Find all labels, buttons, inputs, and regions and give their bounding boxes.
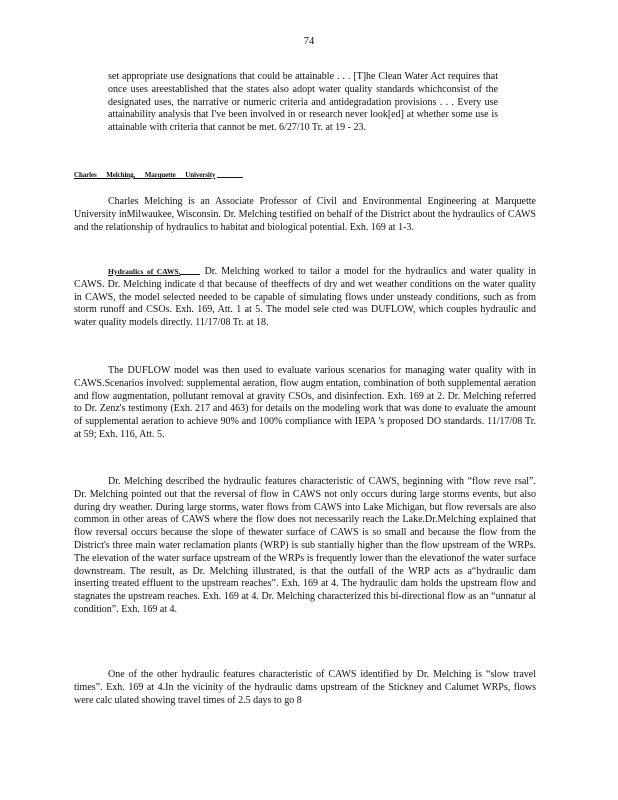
heading-underline	[217, 177, 243, 178]
page-number: 74	[303, 36, 315, 47]
subheading-hydraulics: Hydraulics of CAWS.	[108, 267, 181, 276]
paragraph-intro: Charles Melching is an Associate Professor of Civil and Environmental Engineering at Marquette University inMilwaukee, Wisconsin. Dr. Melching testified on behalf of the District about the hydraulics of CAWS and the relationship of hydraulics to habitat and biological potential. Exh. 169 at 1-3.	[74, 196, 536, 233]
paragraph-hydraulics	[74, 266, 536, 330]
subheading-underline	[180, 274, 200, 275]
section-heading-text: Charles Melching, Marquette University	[74, 171, 216, 179]
block-quote: set appropriate use designations that could be attainable . . . [T]he Clean Water Act requires that once uses areestablished that the states also adopt water quality standards whichconsist of the designated uses, the narrative or numeric criteria and antidegradation provisions . . . Every use attainability analysis that I've been involved in or research never look[ed] at whether some use is attainable with criteria that cannot be met. 6/27/10 Tr. at 19 - 23.	[108, 71, 498, 134]
section-heading	[74, 171, 243, 179]
paragraph-travel-times: One of the other hydraulic features characteristic of CAWS identified by Dr. Melching is “slow travel times”. Exh. 169 at 4.In the vicinity of the hydraulic dams upstream of the Stickney and Calumet WRPs, flows were calc ulated showing travel times of 2.5 days to go 8	[74, 669, 536, 706]
paragraph-duflow: The DUFLOW model was then used to evaluate various scenarios for managing water quality with in CAWS.Scenarios involved: supplemental aeration, flow augm entation, combination of both supplemental aeration and flow augmentation, pollutant removal at gravity CSOs, and disinfection. Exh. 169 at 2. Dr. Melching referred to Dr. Zenz's testimony (Exh. 217 and 463) for details on the modeling work that was done to evaluate the amount of supplemental aeration to achieve 90% and 100% compliance with IEPA 's proposed DO standards. 11/17/08 Tr. at 59; Exh. 116, Att. 5.	[74, 365, 536, 440]
paragraph-flow-reversal: Dr. Melching described the hydraulic features characteristic of CAWS, beginning with “flow reve rsal”. Dr. Melching pointed out that the reversal of flow in CAWS not only occurs during large storms events, but also during dry weather. During large storms, water flows from CAWS into Lake Michigan, but flow reversals are also common in other areas of CAWS where the flow does not necessarily reach the Lake.Dr.Melching explained that flow reversal occurs because the slope of thewater surface of CAWS is so small and because the flow from the District's three main water reclamation plants (WRP) is sub stantially higher than the flow upstream of the WRPs. The elevation of the water surface upstream of the WRPs is frequently lower than the elevationof the water surface downstream. The result, as Dr. Melching illustrated, is that the outfall of the WRP acts as a“hydraulic dam inserting treated effluent to the upstream reaches”. Exh. 169 at 4. The hydraulic dam holds the upstream flow and stagnates the upstream reaches. Exh. 169 at 4. Dr. Melching characterized this bi-directional flow as an “unnatur al condition”. Exh. 169 at 4.	[74, 476, 536, 615]
paragraph-hydraulics-text: Dr. Melching worked to tailor a model for the hydraulics and water quality in CAWS. Dr. Melching indicate d that because of theeffects of dry and wet weather conditions on the water quality in CAWS, the model selected needed to be capable of simulating flows under unsteady conditions, such as from storm runoff and CSOs. Exh. 169, Att. 1 at 5. The model sele cted was DUFLOW, which couples hydraulic and water quality models directly. 11/17/08 Tr. at 18.	[74, 266, 536, 329]
